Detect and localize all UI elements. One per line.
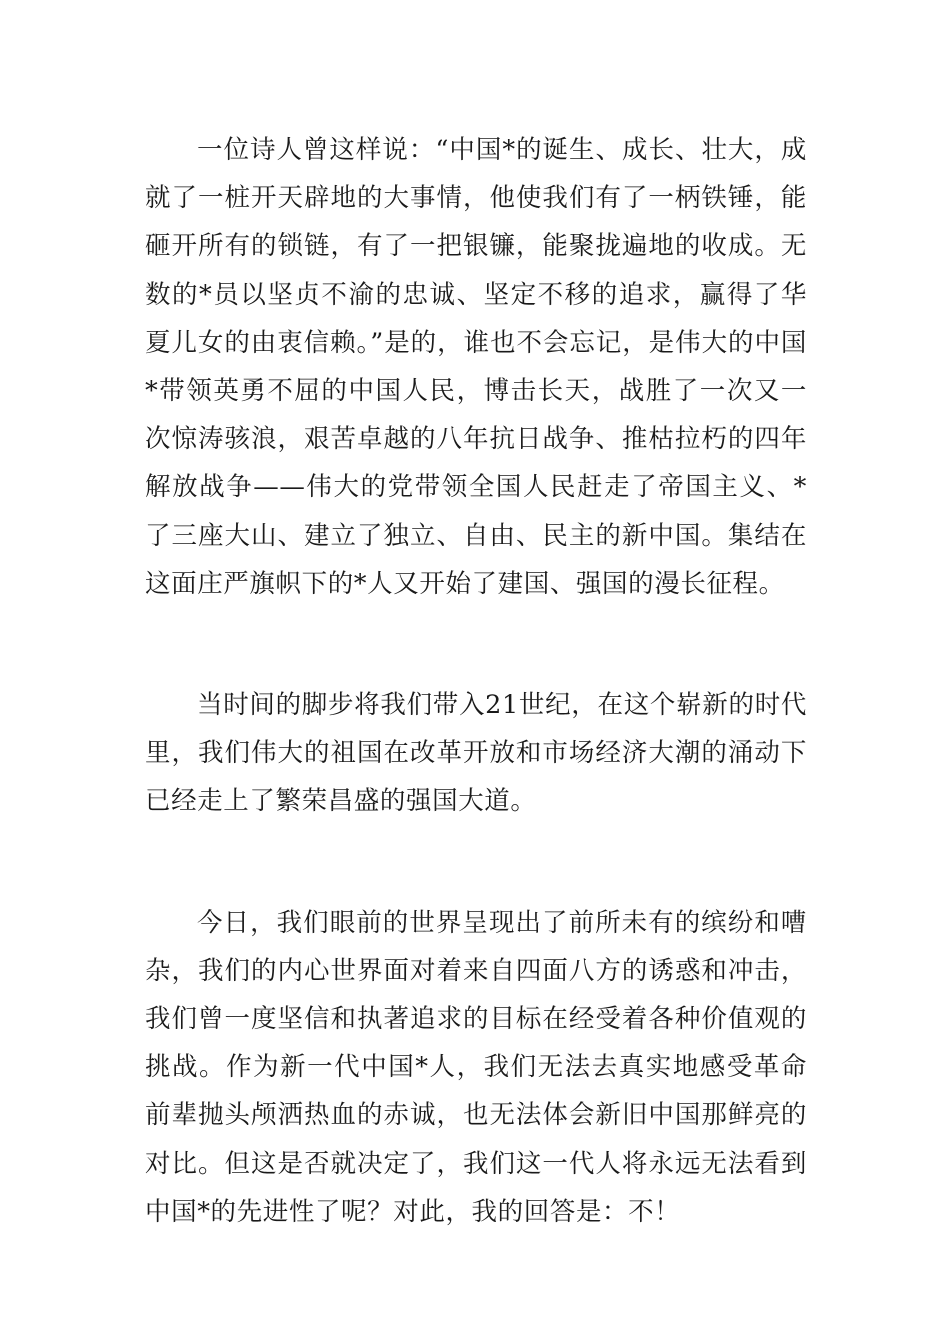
paragraph-1: 一位诗人曾这样说：“中国*的诞生、成长、壮大，成就了一桩开天辟地的大事情，他使我们有了一柄铁锤，能砸开所有的锁链，有了一把银镰，能聚拢遍地的收成。无数的*员以坚贞不渝的忠诚、坚定不移的追求，赢得了华夏儿女的由衷信赖。”是的，谁也不会忘记，是伟大的中国*带领英勇不屈的中国人民，博击长天，战胜了一次又一次惊涛骇浪，艰苦卓越的八年抗日战争、推枯拉朽的四年解放战争——伟大的党带领全国人民赶走了帝国主义、*了三座大山、建立了独立、自由、民主的新中国。集结在这面庄严旗帜下的*人又开始了建国、强国的漫长征程。	[145, 135, 807, 599]
document-body	[145, 126, 807, 1236]
paragraph-2: 当时间的脚步将我们带入21世纪，在这个崭新的时代里，我们伟大的祖国在改革开放和市场经济大潮的涌动下已经走上了繁荣昌盛的强国大道。	[145, 690, 807, 817]
paragraph-3: 今日，我们眼前的世界呈现出了前所未有的缤纷和嘈杂，我们的内心世界面对着来自四面八方的诱惑和冲击，我们曾一度坚信和执著追求的目标在经受着各种价值观的挑战。作为新一代中国*人，我们无法去真实地感受革命前辈抛头颅洒热血的赤诚，也无法体会新旧中国那鲜亮的对比。但这是否就决定了，我们这一代人将永远无法看到中国*的先进性了呢？对此，我的回答是：不！	[145, 907, 807, 1227]
